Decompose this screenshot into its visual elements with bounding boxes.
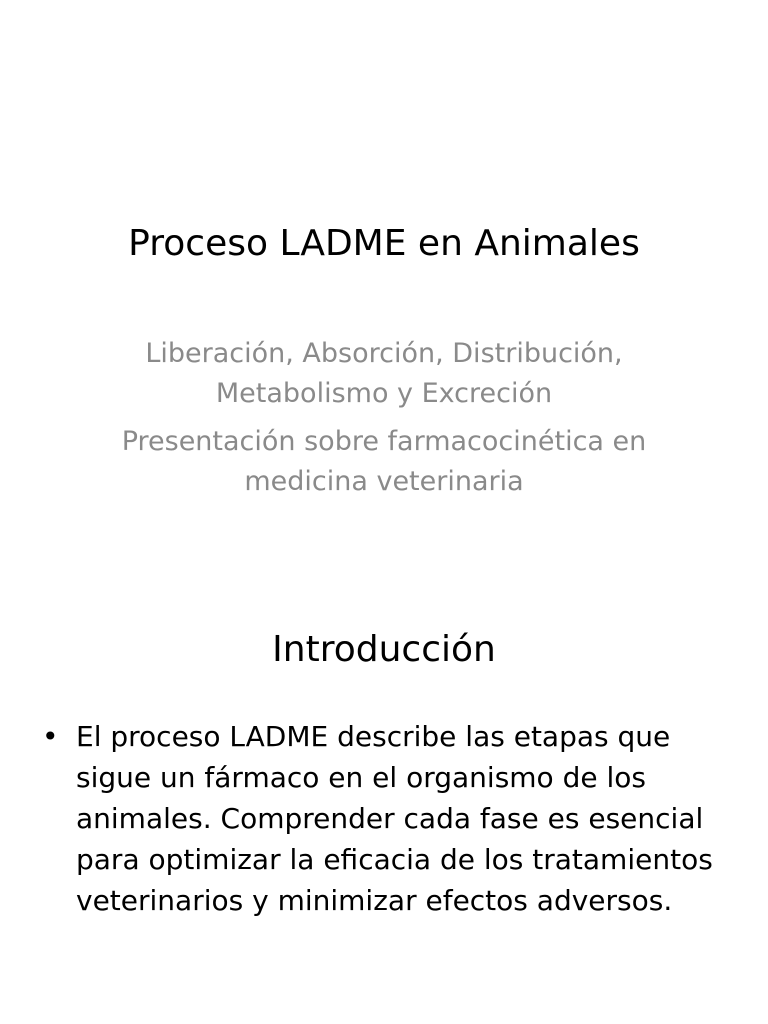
bullet-text: El proceso LADME describe las etapas que sigue un fármaco en el organismo de los animales. Comprender cada fase es esencial para optimizar la eficacia de los tratamientos veterinarios y minimizar efectos adversos. [76,720,713,917]
slide-subtitle [84,334,684,510]
bullet-icon: • [42,720,59,753]
slide-introduction [0,576,768,1024]
subtitle-line-1: Liberación, Absorción, Distribución, Metabolismo y Excreción [145,338,623,409]
introduction-heading: Introducción [272,629,496,670]
bullet-list [40,716,730,921]
slide-title-heading: Proceso LADME en Animales [128,223,640,264]
list-item [40,716,730,921]
subtitle-line-2: Presentación sobre farmacocinética en medicina veterinaria [121,426,647,497]
